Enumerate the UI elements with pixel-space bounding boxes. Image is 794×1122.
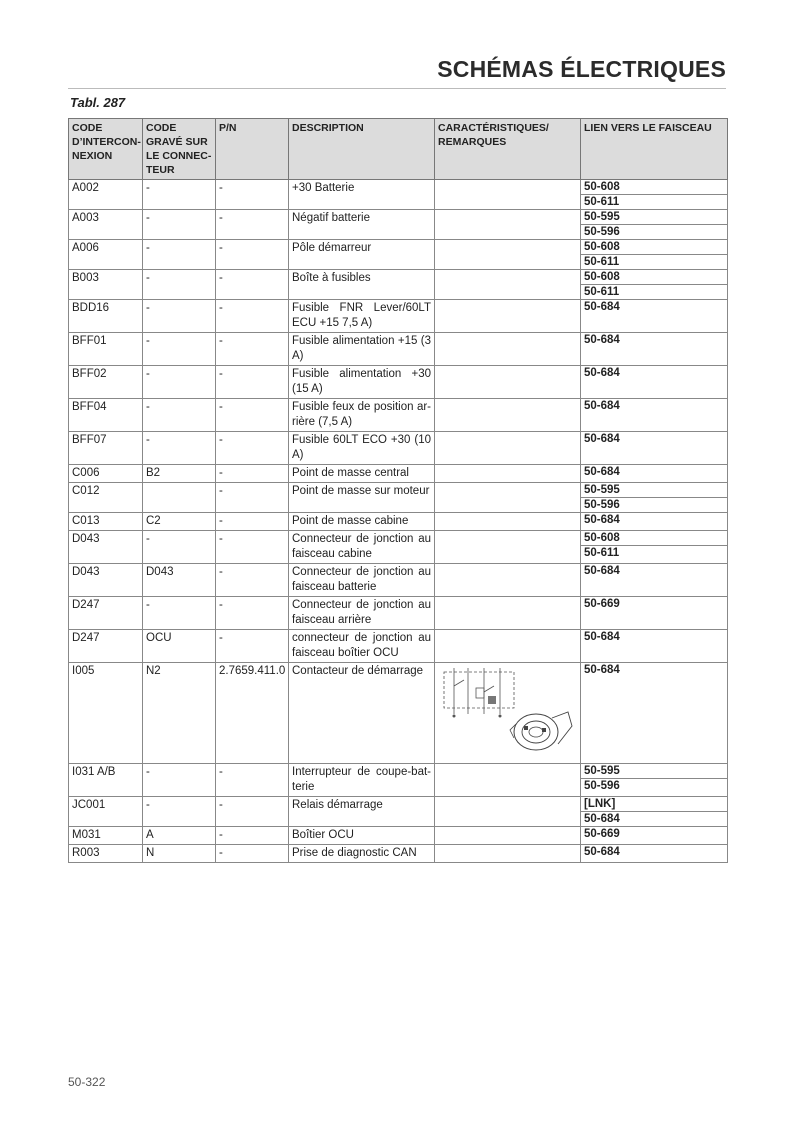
harness-link-cell	[581, 270, 728, 300]
part-number-cell	[216, 300, 289, 333]
remarks-cell	[435, 432, 581, 465]
description-text: Fusible alimentation +15 (3 A)	[292, 335, 431, 362]
part-number-text: -	[219, 467, 223, 479]
engraved-code-cell	[143, 333, 216, 366]
description-text: Boîtier OCU	[292, 829, 354, 841]
engraved-code-text: -	[146, 302, 150, 314]
description-cell	[289, 663, 435, 764]
part-number-text: -	[219, 434, 223, 446]
interconnection-code-text: A002	[72, 182, 99, 194]
part-number-cell	[216, 564, 289, 597]
part-number-cell	[216, 333, 289, 366]
part-number-text: -	[219, 599, 223, 611]
description-cell	[289, 564, 435, 597]
table-row	[69, 465, 728, 483]
description-cell	[289, 333, 435, 366]
engraved-code-text: -	[146, 272, 150, 284]
remarks-cell	[435, 270, 581, 300]
engraved-code-cell	[143, 764, 216, 797]
engraved-code-text: -	[146, 368, 150, 380]
harness-link-cell	[581, 366, 728, 399]
part-number-cell	[216, 210, 289, 240]
engraved-code-text: N	[146, 847, 155, 859]
engraved-code-cell	[143, 513, 216, 531]
remarks-cell	[435, 513, 581, 531]
remarks-cell	[435, 465, 581, 483]
harness-link-cell	[581, 531, 728, 564]
description-cell	[289, 270, 435, 300]
harness-link-cell	[581, 845, 728, 863]
remarks-cell	[435, 399, 581, 432]
description-cell	[289, 630, 435, 663]
part-number-cell	[216, 483, 289, 513]
remarks-cell	[435, 597, 581, 630]
part-number-text: -	[219, 515, 223, 527]
description-text: Connecteur de jonction au faisceau cabine	[292, 533, 431, 560]
engraved-code-cell	[143, 210, 216, 240]
interconnection-code-text: BFF04	[72, 401, 107, 413]
table-row	[69, 513, 728, 531]
interconnection-code-cell	[69, 399, 143, 432]
interconnection-code-text: C012	[72, 485, 100, 497]
interconnection-code-cell	[69, 432, 143, 465]
description-text: Boîte à fusibles	[292, 272, 371, 284]
interconnection-code-cell	[69, 564, 143, 597]
part-number-text: -	[219, 182, 223, 194]
page-title: SCHÉMAS ÉLECTRIQUES	[437, 56, 726, 82]
description-text: Fusible FNR Lever/60LT ECU +15 7,5 A)	[292, 302, 431, 329]
description-cell	[289, 240, 435, 270]
part-number-cell	[216, 366, 289, 399]
harness-link[interactable]: 50-684	[584, 301, 620, 313]
col-header-engraved-code: CODE GRAVÉ SUR LE CONNEC-TEUR	[143, 119, 216, 180]
part-number-cell	[216, 531, 289, 564]
remarks-cell	[435, 827, 581, 845]
table-row	[69, 333, 728, 366]
table-row	[69, 531, 728, 564]
table-row	[69, 210, 728, 240]
part-number-text: -	[219, 212, 223, 224]
description-cell	[289, 210, 435, 240]
interconnection-code-text: D247	[72, 599, 100, 611]
remarks-cell	[435, 333, 581, 366]
description-cell	[289, 797, 435, 827]
engraved-code-text: C2	[146, 515, 161, 527]
engraved-code-text: B2	[146, 467, 161, 479]
engraved-code-cell	[143, 827, 216, 845]
engraved-code-cell	[143, 300, 216, 333]
col-header-description: DESCRIPTION	[289, 119, 435, 180]
description-cell	[289, 531, 435, 564]
table-row	[69, 432, 728, 465]
remarks-cell	[435, 797, 581, 827]
harness-link-cell	[581, 827, 728, 845]
engraved-code-text: -	[146, 212, 150, 224]
table-caption: Tabl. 287	[70, 95, 126, 110]
interconnection-code-text: M031	[72, 829, 101, 841]
description-text: +30 Batterie	[292, 182, 355, 194]
harness-link[interactable]: 50-596	[584, 226, 620, 238]
harness-link-cell	[581, 663, 728, 764]
interconnection-code-cell	[69, 240, 143, 270]
description-cell	[289, 483, 435, 513]
table-row	[69, 797, 728, 827]
description-text: Négatif batterie	[292, 212, 370, 224]
interconnection-code-cell	[69, 270, 143, 300]
engraved-code-cell	[143, 564, 216, 597]
part-number-cell	[216, 465, 289, 483]
part-number-text: -	[219, 401, 223, 413]
part-number-text: -	[219, 829, 223, 841]
engraved-code-cell	[143, 845, 216, 863]
part-number-text: -	[219, 799, 223, 811]
part-number-cell	[216, 630, 289, 663]
remarks-cell	[435, 483, 581, 513]
description-text: Interrupteur de coupe-bat-terie	[292, 766, 431, 793]
part-number-text: -	[219, 335, 223, 347]
interconnection-code-cell	[69, 300, 143, 333]
harness-link[interactable]: 50-684	[584, 813, 620, 825]
engraved-code-text: OCU	[146, 632, 172, 644]
interconnection-code-cell	[69, 797, 143, 827]
description-cell	[289, 513, 435, 531]
harness-link[interactable]: 50-684	[584, 334, 620, 346]
part-number-cell	[216, 270, 289, 300]
engraved-code-cell	[143, 797, 216, 827]
table-row	[69, 630, 728, 663]
description-cell	[289, 845, 435, 863]
engraved-code-text: -	[146, 434, 150, 446]
engraved-code-cell	[143, 240, 216, 270]
interconnection-code-cell	[69, 827, 143, 845]
harness-link[interactable]: 50-669	[584, 828, 620, 840]
description-text: Connecteur de jonction au faisceau arrière	[292, 599, 431, 626]
table-body	[69, 180, 728, 863]
harness-link[interactable]: 50-611	[584, 196, 620, 208]
engraved-code-cell	[143, 531, 216, 564]
remarks-cell	[435, 845, 581, 863]
col-header-code: CODE D’INTERCON-NEXION	[69, 119, 143, 180]
col-header-remarks: CARACTÉRISTIQUES/ REMARQUES	[435, 119, 581, 180]
description-text: Point de masse cabine	[292, 515, 409, 527]
interconnection-code-cell	[69, 465, 143, 483]
engraved-code-text: N2	[146, 665, 161, 677]
harness-link[interactable]: 50-684	[584, 514, 620, 526]
harness-link-cell	[581, 240, 728, 270]
engraved-code-text: -	[146, 182, 150, 194]
part-number-cell	[216, 827, 289, 845]
part-number-cell	[216, 597, 289, 630]
connector-table	[68, 118, 728, 863]
harness-link-cell	[581, 797, 728, 827]
col-header-pn: P/N	[216, 119, 289, 180]
remarks-cell	[435, 210, 581, 240]
description-text: Fusible feux de position ar-rière (7,5 A)	[292, 401, 431, 428]
table-row	[69, 366, 728, 399]
interconnection-code-cell	[69, 845, 143, 863]
part-number-text: -	[219, 485, 223, 497]
interconnection-code-cell	[69, 764, 143, 797]
engraved-code-cell	[143, 270, 216, 300]
harness-link[interactable]: 50-608	[581, 531, 727, 546]
harness-link[interactable]: 50-684	[584, 565, 620, 577]
remarks-cell	[435, 663, 581, 764]
interconnection-code-cell	[69, 333, 143, 366]
part-number-cell	[216, 764, 289, 797]
harness-link[interactable]: 50-669	[584, 598, 620, 610]
engraved-code-text: -	[146, 766, 150, 778]
part-number-cell	[216, 240, 289, 270]
harness-link-cell	[581, 513, 728, 531]
interconnection-code-cell	[69, 366, 143, 399]
harness-link-cell	[581, 432, 728, 465]
interconnection-code-text: D247	[72, 632, 100, 644]
description-cell	[289, 180, 435, 210]
description-text: Prise de diagnostic CAN	[292, 847, 417, 859]
engraved-code-text: -	[146, 242, 150, 254]
harness-link-cell	[581, 764, 728, 797]
title-divider	[68, 88, 726, 89]
interconnection-code-cell	[69, 663, 143, 764]
interconnection-code-text: I031 A/B	[72, 766, 116, 778]
interconnection-code-text: JC001	[72, 799, 106, 811]
part-number-text: -	[219, 242, 223, 254]
table-row	[69, 300, 728, 333]
interconnection-code-text: C006	[72, 467, 100, 479]
engraved-code-text: -	[146, 599, 150, 611]
description-text: Contacteur de démarrage	[292, 665, 424, 677]
harness-link[interactable]: 50-596	[584, 499, 620, 511]
table-row	[69, 827, 728, 845]
engraved-code-text: A	[146, 829, 154, 841]
interconnection-code-text: I005	[72, 665, 95, 677]
description-text: Connecteur de jonction au faisceau batterie	[292, 566, 431, 593]
description-cell	[289, 366, 435, 399]
description-cell	[289, 432, 435, 465]
harness-link[interactable]: 50-608	[581, 180, 727, 195]
harness-link[interactable]: 50-684	[584, 400, 620, 412]
harness-link[interactable]: 50-684	[584, 846, 620, 858]
engraved-code-text: -	[146, 335, 150, 347]
harness-link[interactable]: 50-608	[581, 240, 727, 255]
description-cell	[289, 465, 435, 483]
description-cell	[289, 597, 435, 630]
harness-link[interactable]: 50-608	[581, 270, 727, 285]
engraved-code-cell	[143, 399, 216, 432]
table-header-row	[69, 119, 728, 180]
harness-link-cell	[581, 483, 728, 513]
description-cell	[289, 764, 435, 797]
interconnection-code-text: B003	[72, 272, 99, 284]
part-number-cell	[216, 513, 289, 531]
harness-link[interactable]: 50-596	[584, 780, 620, 792]
engraved-code-cell	[143, 180, 216, 210]
harness-link[interactable]: 50-595	[581, 764, 727, 779]
interconnection-code-cell	[69, 180, 143, 210]
harness-link-cell	[581, 630, 728, 663]
engraved-code-cell	[143, 465, 216, 483]
harness-link[interactable]: 50-611	[584, 256, 620, 268]
part-number-text: -	[219, 302, 223, 314]
harness-link[interactable]: 50-684	[584, 433, 620, 445]
engraved-code-cell	[143, 630, 216, 663]
col-header-harness-link: LIEN VERS LE FAISCEAU	[581, 119, 728, 180]
engraved-code-cell	[143, 663, 216, 764]
part-number-cell	[216, 180, 289, 210]
interconnection-code-cell	[69, 531, 143, 564]
table-row	[69, 663, 728, 764]
engraved-code-text: D043	[146, 566, 174, 578]
part-number-text: -	[219, 566, 223, 578]
interconnection-code-text: BDD16	[72, 302, 110, 314]
table-row	[69, 597, 728, 630]
part-number-cell	[216, 663, 289, 764]
description-text: Pôle démarreur	[292, 242, 372, 254]
interconnection-code-cell	[69, 597, 143, 630]
remarks-cell	[435, 630, 581, 663]
interconnection-code-text: A003	[72, 212, 99, 224]
interconnection-code-text: BFF07	[72, 434, 107, 446]
harness-link[interactable]: 50-684	[584, 631, 620, 643]
harness-link-cell	[581, 597, 728, 630]
remarks-cell	[435, 764, 581, 797]
part-number-text: -	[219, 533, 223, 545]
interconnection-code-cell	[69, 483, 143, 513]
part-number-text: -	[219, 368, 223, 380]
remarks-cell	[435, 564, 581, 597]
harness-link-cell	[581, 180, 728, 210]
interconnection-code-text: BFF01	[72, 335, 107, 347]
description-cell	[289, 300, 435, 333]
page-number: 50-322	[68, 1075, 106, 1089]
interconnection-code-cell	[69, 210, 143, 240]
part-number-cell	[216, 432, 289, 465]
table-row	[69, 764, 728, 797]
harness-link[interactable]: 50-684	[584, 664, 620, 676]
table-row	[69, 399, 728, 432]
interconnection-code-text: D043	[72, 566, 100, 578]
interconnection-code-text: R003	[72, 847, 100, 859]
harness-link-cell	[581, 465, 728, 483]
interconnection-code-text: D043	[72, 533, 100, 545]
remarks-cell	[435, 180, 581, 210]
remarks-cell	[435, 531, 581, 564]
harness-link[interactable]: 50-611	[584, 547, 620, 559]
description-text: connecteur de jonction au faisceau boîtier OCU	[292, 632, 431, 659]
part-number-text: -	[219, 766, 223, 778]
interconnection-code-cell	[69, 630, 143, 663]
harness-link-cell	[581, 564, 728, 597]
table-row	[69, 483, 728, 513]
part-number-cell	[216, 399, 289, 432]
part-number-text: -	[219, 272, 223, 284]
interconnection-code-text: A006	[72, 242, 99, 254]
engraved-code-cell	[143, 432, 216, 465]
harness-link[interactable]: 50-595	[581, 483, 727, 498]
part-number-text: -	[219, 847, 223, 859]
harness-link-cell	[581, 300, 728, 333]
interconnection-code-text: C013	[72, 515, 100, 527]
table-row	[69, 240, 728, 270]
part-number-text: 2.7659.411.0	[219, 665, 286, 677]
harness-link[interactable]: 50-684	[584, 367, 620, 379]
harness-link[interactable]: 50-595	[581, 210, 727, 225]
description-cell	[289, 399, 435, 432]
table-row	[69, 564, 728, 597]
harness-link-cell	[581, 399, 728, 432]
description-text: Point de masse central	[292, 467, 409, 479]
description-text: Fusible alimentation +30 (15 A)	[292, 368, 431, 395]
interconnection-code-text: BFF02	[72, 368, 107, 380]
part-number-text: -	[219, 632, 223, 644]
engraved-code-cell	[143, 597, 216, 630]
harness-link-cell	[581, 333, 728, 366]
starter-switch-diagram	[438, 666, 576, 762]
remarks-cell	[435, 240, 581, 270]
engraved-code-text: -	[146, 533, 150, 545]
harness-link[interactable]: 50-684	[584, 466, 620, 478]
harness-link[interactable]: [LNK]	[581, 797, 727, 812]
engraved-code-text: -	[146, 799, 150, 811]
part-number-cell	[216, 797, 289, 827]
table-row	[69, 180, 728, 210]
remarks-cell	[435, 366, 581, 399]
engraved-code-cell	[143, 366, 216, 399]
part-number-cell	[216, 845, 289, 863]
engraved-code-text: -	[146, 401, 150, 413]
engraved-code-cell	[143, 483, 216, 513]
harness-link[interactable]: 50-611	[584, 286, 620, 298]
harness-link-cell	[581, 210, 728, 240]
remarks-cell	[435, 300, 581, 333]
description-text: Relais démarrage	[292, 799, 383, 811]
description-text: Point de masse sur moteur	[292, 485, 430, 497]
table-row	[69, 845, 728, 863]
description-cell	[289, 827, 435, 845]
table-row	[69, 270, 728, 300]
description-text: Fusible 60LT ECO +30 (10 A)	[292, 434, 431, 461]
interconnection-code-cell	[69, 513, 143, 531]
